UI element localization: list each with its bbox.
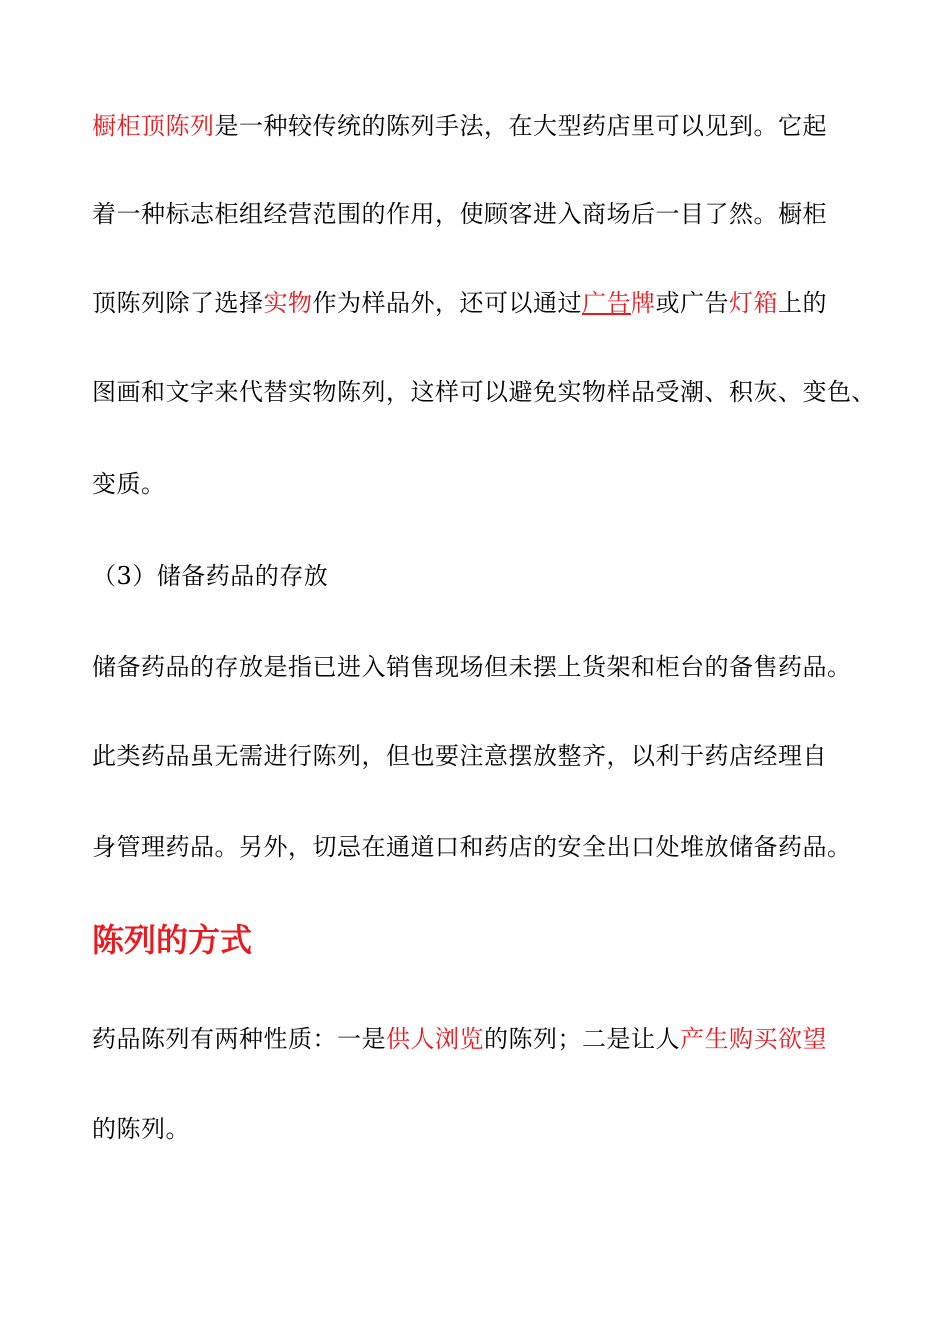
paragraph-line: 着一种标志柜组经营范围的作用，使顾客进入商场后一目了然。橱柜 <box>92 200 827 228</box>
keyword-link[interactable]: 广告 <box>582 289 631 317</box>
paragraph-line <box>92 288 882 318</box>
text-run: 药品陈列有两种性质：一是 <box>92 1025 386 1053</box>
paragraph-line: 此类药品虽无需进行陈列，但也要注意摆放整齐，以利于药店经理自 <box>92 742 827 770</box>
section-heading: 陈列的方式 <box>92 921 253 959</box>
keyword-highlight: 供人浏览 <box>386 1025 484 1053</box>
paragraph-line: 储备药品的存放是指已进入销售现场但未摆上货架和柜台的备售药品。 <box>92 653 852 681</box>
keyword-highlight: 橱柜顶陈列 <box>92 112 215 140</box>
keyword-highlight: 牌 <box>631 289 656 317</box>
keyword-highlight: 产生购买欲望 <box>680 1025 827 1053</box>
text-run: 顶陈列除了选择 <box>92 289 264 317</box>
paragraph-line: 变质。 <box>92 470 166 498</box>
paragraph-line <box>92 1024 882 1054</box>
paragraph-line: 身管理药品。另外，切忌在通道口和药店的安全出口处堆放储备药品。 <box>92 833 852 861</box>
section-subtitle: （3）储备药品的存放 <box>92 562 329 590</box>
text-run: 或广告 <box>655 289 729 317</box>
paragraph-line: 的陈列。 <box>92 1115 190 1143</box>
text-run: 的陈列；二是让人 <box>484 1025 680 1053</box>
paragraph-line: 图画和文字来代替实物陈列，这样可以避免实物样品受潮、积灰、变色、 <box>92 378 876 406</box>
text-run: 上的 <box>778 289 827 317</box>
keyword-highlight: 灯箱 <box>729 289 778 317</box>
text-run: 是一种较传统的陈列手法，在大型药店里可以见到。它起 <box>214 112 827 140</box>
text-run: 作为样品外，还可以通过 <box>312 289 582 317</box>
paragraph-line <box>92 111 882 141</box>
keyword-highlight: 实物 <box>263 289 313 317</box>
